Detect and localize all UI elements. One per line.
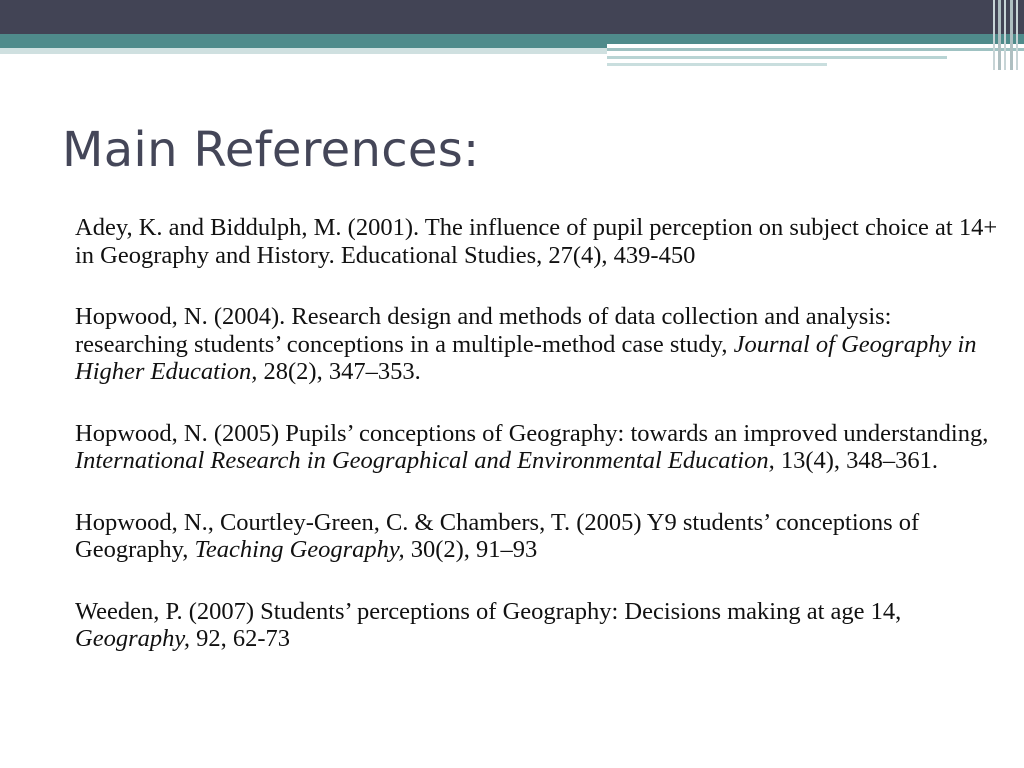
reference-item — [75, 598, 1000, 653]
reference-journal: Journal of Geography in Higher Education, — [75, 330, 977, 385]
reference-item — [75, 303, 1000, 386]
reference-details: 13(4), 348–361. — [774, 447, 939, 474]
header-vertical-line — [1016, 0, 1018, 70]
reference-journal: Geography, — [75, 625, 190, 652]
reference-item — [75, 420, 1000, 475]
header-light-band — [0, 48, 607, 54]
reference-text: Hopwood, N. (2004). Research design and methods of data collection and analysis: researching students’ conceptions in a multiple-method case study, — [75, 303, 892, 358]
reference-journal: International Research in Geographical and Environmental Education, — [75, 447, 775, 474]
reference-list — [75, 214, 1000, 687]
header-stripe — [607, 48, 1024, 51]
reference-text: Hopwood, N. (2005) Pupils’ conceptions of Geography: towards an improved understanding, — [75, 419, 989, 447]
reference-details: 92, 62-73 — [190, 625, 291, 652]
header-stripe — [607, 56, 947, 59]
reference-text: Adey, K. and Biddulph, M. (2001). The influence of pupil perception on subject choice at 14+ in Geography and History. Educational Studies, 27(4), 439-450 — [75, 214, 998, 269]
reference-details: 28(2), 347–353. — [257, 358, 421, 385]
reference-text: Weeden, P. (2007) Students’ perceptions of Geography: Decisions making at age 14, — [75, 597, 902, 625]
header-vertical-line — [1010, 0, 1013, 70]
header-stripe — [607, 63, 827, 66]
slide-title: Main References: — [62, 122, 480, 178]
reference-item — [75, 509, 1000, 564]
header-vertical-line — [998, 0, 1001, 70]
reference-text: Hopwood, N., Courtley-Green, C. & Chambers, T. (2005) Y9 students’ conceptions of Geography, — [75, 508, 920, 563]
header-vertical-line — [993, 0, 995, 70]
reference-journal: Teaching Geography, — [194, 536, 405, 563]
header-vertical-line — [1004, 0, 1006, 70]
reference-item — [75, 214, 1000, 269]
reference-details: 30(2), 91–93 — [404, 536, 538, 563]
header-dark-band — [0, 0, 1024, 34]
